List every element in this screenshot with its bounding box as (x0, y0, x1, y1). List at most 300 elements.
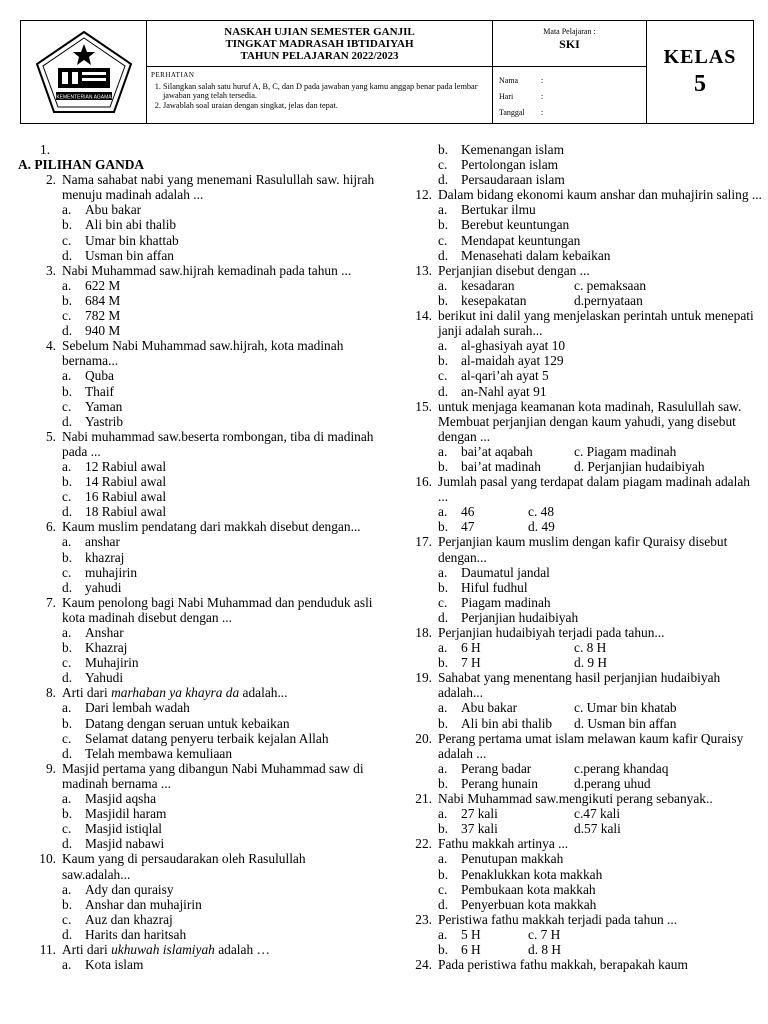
option-text: c.perang khandaq (574, 760, 669, 776)
question-text (62, 685, 376, 700)
question-item (18, 338, 376, 429)
answer-option (18, 821, 376, 836)
answer-option (412, 142, 762, 157)
answer-option (412, 580, 762, 595)
option-letter: c. (62, 489, 72, 505)
answer-option-row (412, 716, 762, 731)
option-letter: b. (438, 458, 449, 474)
option-letter: c. (62, 308, 72, 324)
answer-option-row (412, 519, 762, 534)
question-item (18, 519, 376, 594)
answer-option (412, 202, 762, 217)
question-item (18, 851, 376, 942)
answer-option-row (412, 278, 762, 293)
question-text: untuk menjaga keamanan kota madinah, Rasulullah saw. Membuat perjanjian dengan kaum yahudi, yang disebut dengan ... (438, 398, 742, 444)
option-letter: c. (62, 564, 72, 580)
answer-option (18, 504, 376, 519)
question (412, 912, 762, 927)
question-item (18, 942, 376, 972)
question-text: Kaum muslim pendatang dari makkah disebut dengan... (62, 519, 361, 535)
question-text: Peristiwa fathu makkah terjadi pada tahun ... (438, 911, 678, 927)
option-text: bai’at aqabah (461, 443, 533, 459)
option-text: Penyerbuan kota makkah (461, 896, 597, 912)
question-number: 22. (415, 836, 432, 852)
option-text: Ali bin abi thalib (85, 217, 177, 233)
option-letter: a. (62, 368, 72, 384)
question-item (412, 670, 762, 730)
option-text: khazraj (85, 549, 125, 565)
answer-option (18, 278, 376, 293)
option-text: Yaman (85, 398, 123, 414)
option-letter: c. (62, 655, 72, 671)
question-number: 4. (45, 338, 56, 354)
question-text: Perjanjian kaum muslim dengan kafir Quraisy disebut dengan... (438, 534, 728, 565)
question-number: 12. (415, 187, 432, 203)
question-number: 2. (45, 172, 56, 188)
question-text: Perjanjian hudaibiyah terjadi pada tahun... (438, 625, 665, 640)
question-item (412, 187, 762, 262)
option-text: 27 kali (461, 806, 498, 822)
option-letter: b. (62, 806, 73, 822)
option-text: an-Nahl ayat 91 (461, 383, 547, 399)
question-number: 18. (415, 625, 432, 640)
option-text: Berebut keuntungan (461, 217, 570, 233)
option-text: Khazraj (85, 640, 128, 656)
answer-option (412, 384, 762, 399)
option-letter: d. (438, 896, 449, 912)
option-text: c. pemaksaan (574, 277, 647, 293)
option-text: c. 7 H (528, 926, 561, 942)
option-letter: b. (438, 142, 449, 157)
option-letter: d. (62, 413, 73, 429)
option-letter: b. (438, 292, 449, 308)
answer-option (18, 912, 376, 927)
option-text: d. 49 (528, 519, 555, 535)
option-letter: a. (62, 277, 72, 293)
answer-option (18, 534, 376, 549)
question-number: 7. (45, 594, 56, 610)
option-letter: d. (62, 926, 73, 942)
question-item (412, 308, 762, 399)
question-text-italic: ukhuwah islamiyah (111, 941, 215, 957)
option-letter: a. (438, 504, 448, 520)
option-letter: a. (438, 202, 448, 218)
subject-value: SKI (559, 37, 580, 51)
option-letter: a. (438, 700, 448, 716)
option-letter: a. (62, 881, 72, 897)
question-text: Fathu makkah artinya ... (438, 836, 569, 852)
question-text-part: Arti dari (62, 685, 112, 701)
question-text: berikut ini dalil yang menjelaskan perintah untuk menepati janji adalah surah... (438, 308, 754, 339)
option-letter: c. (438, 232, 448, 248)
answer-option (18, 399, 376, 414)
answer-option-row (412, 700, 762, 715)
option-letter: b. (438, 579, 449, 595)
option-text: c. 48 (528, 504, 555, 520)
svg-text:KEMENTERIAN AGAMA: KEMENTERIAN AGAMA (55, 94, 112, 101)
option-text: kesadaran (461, 277, 515, 293)
option-text: Muhajirin (85, 655, 139, 671)
option-letter: a. (62, 791, 72, 807)
class-value: 5 (694, 71, 706, 97)
question-item (412, 263, 762, 308)
option-text: anshar (85, 534, 120, 550)
option-text: Penutupan makkah (461, 851, 564, 867)
question (412, 957, 762, 972)
option-letter: c. (62, 232, 72, 248)
option-letter: b. (62, 474, 73, 490)
answer-option (18, 414, 376, 429)
question-item (18, 595, 376, 686)
question (18, 942, 376, 957)
instructions (147, 67, 492, 123)
option-text: kesepakatan (461, 292, 527, 308)
option-letter: d. (438, 383, 449, 399)
question-text-part: adalah … (214, 941, 270, 957)
option-text: Kemenangan islam (461, 142, 564, 157)
option-text: 18 Rabiul awal (85, 504, 167, 520)
question-number: 14. (415, 308, 432, 324)
question-text-part: Arti dari (62, 941, 112, 957)
class-label: KELAS (663, 46, 737, 68)
question-text: Nabi Muhammad saw.mengikuti perang sebanyak.. (438, 791, 713, 807)
option-letter: a. (438, 926, 448, 942)
section-title: A. PILIHAN GANDA (18, 157, 145, 173)
question (412, 308, 762, 338)
question-number: 21. (415, 791, 432, 807)
question-text: Jumlah pasal yang terdapat dalam piagam madinah adalah ... (438, 474, 750, 505)
answer-option (18, 368, 376, 383)
answer-option (18, 459, 376, 474)
question-number: 10. (39, 851, 56, 867)
answer-option-row (412, 761, 762, 776)
option-text: al-maidah ayat 129 (461, 353, 564, 369)
option-letter: d. (438, 247, 449, 263)
option-text: d. 9 H (574, 655, 608, 671)
answer-option-row (412, 444, 762, 459)
answer-option (412, 565, 762, 580)
option-text: 12 Rabiul awal (85, 458, 167, 474)
answer-option-row (412, 776, 762, 791)
answer-option (18, 474, 376, 489)
option-text: Hiful fudhul (461, 579, 528, 595)
answer-option (18, 897, 376, 912)
question-number: 5. (45, 428, 56, 444)
option-letter: a. (62, 700, 72, 716)
option-text: 37 kali (461, 821, 498, 837)
option-text: 46 (461, 504, 475, 520)
option-letter: b. (438, 217, 449, 233)
option-text: Yahudi (85, 670, 124, 686)
option-text: 622 M (85, 277, 121, 293)
answer-option (18, 836, 376, 851)
question-text: Dalam bidang ekonomi kaum anshar dan muhajirin saling ... (438, 187, 762, 203)
answer-option-row (412, 927, 762, 942)
option-letter: c. (438, 157, 448, 173)
question-text: Sahabat yang menentang hasil perjanjian hudaibiyah adalah... (438, 670, 721, 701)
answer-option (412, 233, 762, 248)
answer-option (412, 610, 762, 625)
option-text: Anshar (85, 625, 124, 640)
answer-option (412, 897, 762, 912)
madrasah-logo (21, 21, 147, 123)
option-letter: b. (438, 655, 449, 671)
answer-option (18, 217, 376, 232)
answer-option (412, 157, 762, 172)
option-text: 5 H (461, 926, 481, 942)
option-letter: b. (438, 519, 449, 535)
option-letter: b. (438, 775, 449, 791)
option-letter: c. (62, 911, 72, 927)
answer-option-row (412, 655, 762, 670)
option-letter: c. (62, 821, 72, 837)
option-letter: d. (62, 670, 73, 686)
question-number: 23. (415, 911, 432, 927)
question-number: 20. (415, 730, 432, 746)
answer-option (18, 580, 376, 595)
option-text: Abu bakar (85, 202, 142, 218)
option-text: Masjid istiqlal (85, 821, 162, 837)
option-text: Quba (85, 368, 115, 384)
option-letter: c. (438, 594, 448, 610)
option-text: 782 M (85, 308, 121, 324)
question (18, 338, 376, 368)
question (18, 761, 376, 791)
question-number: 9. (45, 760, 56, 776)
answer-option (18, 550, 376, 565)
left-column (18, 142, 376, 972)
option-letter: b. (62, 715, 73, 731)
option-letter: d. (62, 247, 73, 263)
option-text: bai’at madinah (461, 458, 541, 474)
question-item (412, 474, 762, 534)
question-text-italic: marhaban ya khayra da (111, 685, 240, 701)
question-number: 17. (415, 534, 432, 550)
answer-option-row (412, 504, 762, 519)
answer-option (18, 655, 376, 670)
option-letter: d. (438, 609, 449, 625)
option-text: Dari lembah wadah (85, 700, 190, 716)
answer-option (18, 202, 376, 217)
pentagon-emblem-icon (34, 30, 134, 114)
question-item (412, 625, 762, 670)
option-letter: b. (438, 866, 449, 882)
option-text: Ali bin abi thalib (461, 715, 553, 731)
answer-option (412, 882, 762, 897)
option-text: al-ghasiyah ayat 10 (461, 338, 566, 354)
answer-option (18, 700, 376, 715)
question (18, 172, 376, 202)
question-text: Kaum yang di persaudarakan oleh Rasulullah saw.adalah... (62, 851, 306, 882)
question (18, 263, 376, 278)
answer-option (412, 248, 762, 263)
option-text: Persaudaraan islam (461, 172, 565, 188)
option-text: c. Umar bin khatab (574, 700, 677, 716)
question-number: 6. (45, 519, 56, 535)
option-letter: a. (438, 277, 448, 293)
option-text: d.perang uhud (574, 775, 651, 791)
question-item (18, 263, 376, 338)
option-text: Daumatul jandal (461, 564, 550, 580)
option-text: 684 M (85, 292, 121, 308)
question-text: Masjid pertama yang dibangun Nabi Muhammad saw di madinah bernama ... (62, 760, 364, 791)
question-text: Perang pertama umat islam melawan kaum kafir Quraisy adalah ... (438, 730, 744, 761)
option-letter: b. (438, 821, 449, 837)
option-text: Umar bin khattab (85, 232, 179, 248)
option-text: Perjanjian hudaibiyah (461, 609, 579, 625)
answer-option (18, 731, 376, 746)
subject-label: Mata Pelajaran : (543, 27, 596, 36)
option-text: 47 (461, 519, 475, 535)
answer-option (412, 338, 762, 353)
option-text: Selamat datang penyeru terbaik kejalan Allah (85, 730, 329, 746)
option-text: c.47 kali (574, 806, 621, 822)
option-text: Usman bin affan (85, 247, 175, 263)
option-letter: b. (62, 896, 73, 912)
student-fields (493, 67, 646, 123)
option-text: Mendapat keuntungan (461, 232, 581, 248)
answer-option (412, 368, 762, 383)
question-number: 13. (415, 262, 432, 278)
option-letter: b. (62, 640, 73, 656)
option-text: d.pernyataan (574, 292, 643, 308)
option-text: Thaif (85, 383, 114, 399)
exam-title: NASKAH UJIAN SEMESTER GANJIL TINGKAT MADRASAH IBTIDAIYAH TAHUN PELAJARAN 2022/2023 (147, 21, 492, 67)
question-item (412, 399, 762, 474)
option-text: Telah membawa kemuliaan (85, 745, 233, 761)
question (412, 263, 762, 278)
question (412, 399, 762, 444)
question-item (412, 912, 762, 957)
option-letter: a. (438, 640, 448, 656)
question-text: Nabi muhammad saw.beserta rombongan, tiba di madinah pada ... (62, 428, 374, 459)
question-number: 11. (39, 941, 56, 957)
option-letter: b. (62, 549, 73, 565)
question (412, 187, 762, 202)
instruction-item: 2. Jawablah soal uraian dengan singkat, jelas dan tepat. (163, 101, 486, 110)
answer-option (18, 233, 376, 248)
option-text: Bertukar ilmu (461, 202, 536, 218)
question-text: Kaum penolong bagi Nabi Muhammad dan penduduk asli kota madinah disebut dengan ... (62, 594, 373, 625)
answer-option-row (412, 640, 762, 655)
answer-option-row (412, 806, 762, 821)
option-text: 940 M (85, 323, 121, 339)
question-number: 15. (415, 398, 432, 414)
answer-option (18, 323, 376, 338)
option-letter: a. (62, 534, 72, 550)
option-letter: a. (438, 851, 448, 867)
question-item (412, 731, 762, 791)
question-text: Sebelum Nabi Muhammad saw.hijrah, kota madinah bernama... (62, 338, 344, 369)
option-text: Pertolongan islam (461, 157, 559, 173)
subject-box (493, 21, 646, 67)
answer-option-row (412, 459, 762, 474)
option-letter: c. (62, 398, 72, 414)
question (18, 685, 376, 700)
question (18, 519, 376, 534)
answer-option (18, 248, 376, 263)
answer-option (18, 640, 376, 655)
answer-option (18, 489, 376, 504)
option-text: Ady dan quraisy (85, 881, 174, 897)
option-text: 6 H (461, 941, 481, 957)
option-text: Masjid nabawi (85, 836, 165, 852)
answer-option-row (412, 821, 762, 836)
instruction-item: 1. Silangkan salah satu huruf A, B, C, dan D pada jawaban yang kamu anggap benar pada lembar jawaban yang telah tersedia. (163, 82, 486, 100)
day-field: Hari : (499, 91, 544, 101)
answer-option (18, 882, 376, 897)
option-text: c. Piagam madinah (574, 443, 677, 459)
question (412, 836, 762, 851)
answer-option-row (412, 942, 762, 957)
option-text: Yastrib (85, 413, 124, 429)
answer-option (18, 716, 376, 731)
option-letter: a. (438, 760, 448, 776)
option-text: Anshar dan muhajirin (85, 896, 202, 912)
answer-option (18, 293, 376, 308)
option-text: 6 H (461, 640, 481, 656)
option-letter: d. (62, 323, 73, 339)
date-field: Tanggal : (499, 107, 544, 117)
option-text: yahudi (85, 579, 122, 595)
question-text-part: adalah... (239, 685, 288, 701)
option-letter: b. (62, 383, 73, 399)
question (412, 474, 762, 504)
question-item (18, 429, 376, 520)
question (18, 595, 376, 625)
option-letter: b. (438, 715, 449, 731)
answer-option (412, 867, 762, 882)
answer-option (18, 625, 376, 640)
question-text: Pada peristiwa fathu makkah, berapakah kaum (438, 957, 688, 973)
answer-option (412, 353, 762, 368)
option-text: Abu bakar (461, 700, 518, 716)
exam-header (20, 20, 754, 124)
right-column (412, 142, 762, 972)
option-text: Harits dan haritsah (85, 926, 187, 942)
option-text: Menasehati dalam kebaikan (461, 247, 611, 263)
instructions-heading: PERHATIAN (151, 71, 195, 79)
answer-option (18, 308, 376, 323)
answer-option (18, 957, 376, 972)
option-text: 7 H (461, 655, 481, 671)
option-letter: a. (438, 564, 448, 580)
question-text (62, 942, 376, 957)
option-letter: a. (62, 625, 72, 640)
answer-option (18, 565, 376, 580)
name-field: Nama : (499, 75, 544, 85)
option-text: d. 8 H (528, 941, 562, 957)
class-box (647, 21, 753, 123)
question-item (412, 836, 762, 911)
option-text: Perang badar (461, 760, 532, 776)
answer-option (412, 217, 762, 232)
question-text: Nama sahabat nabi yang menemani Rasulullah saw. hijrah menuju madinah adalah ... (62, 172, 375, 203)
answer-option (412, 851, 762, 866)
option-letter: c. (438, 368, 448, 384)
answer-option (18, 806, 376, 821)
option-letter: d. (62, 579, 73, 595)
option-text: c. 8 H (574, 640, 607, 656)
option-letter: a. (62, 202, 72, 218)
question (412, 731, 762, 761)
option-letter: b. (62, 292, 73, 308)
option-letter: a. (62, 458, 72, 474)
option-text: 16 Rabiul awal (85, 489, 167, 505)
option-text: 14 Rabiul awal (85, 474, 167, 490)
question-number: 19. (415, 670, 432, 686)
question-number: 16. (415, 474, 432, 490)
